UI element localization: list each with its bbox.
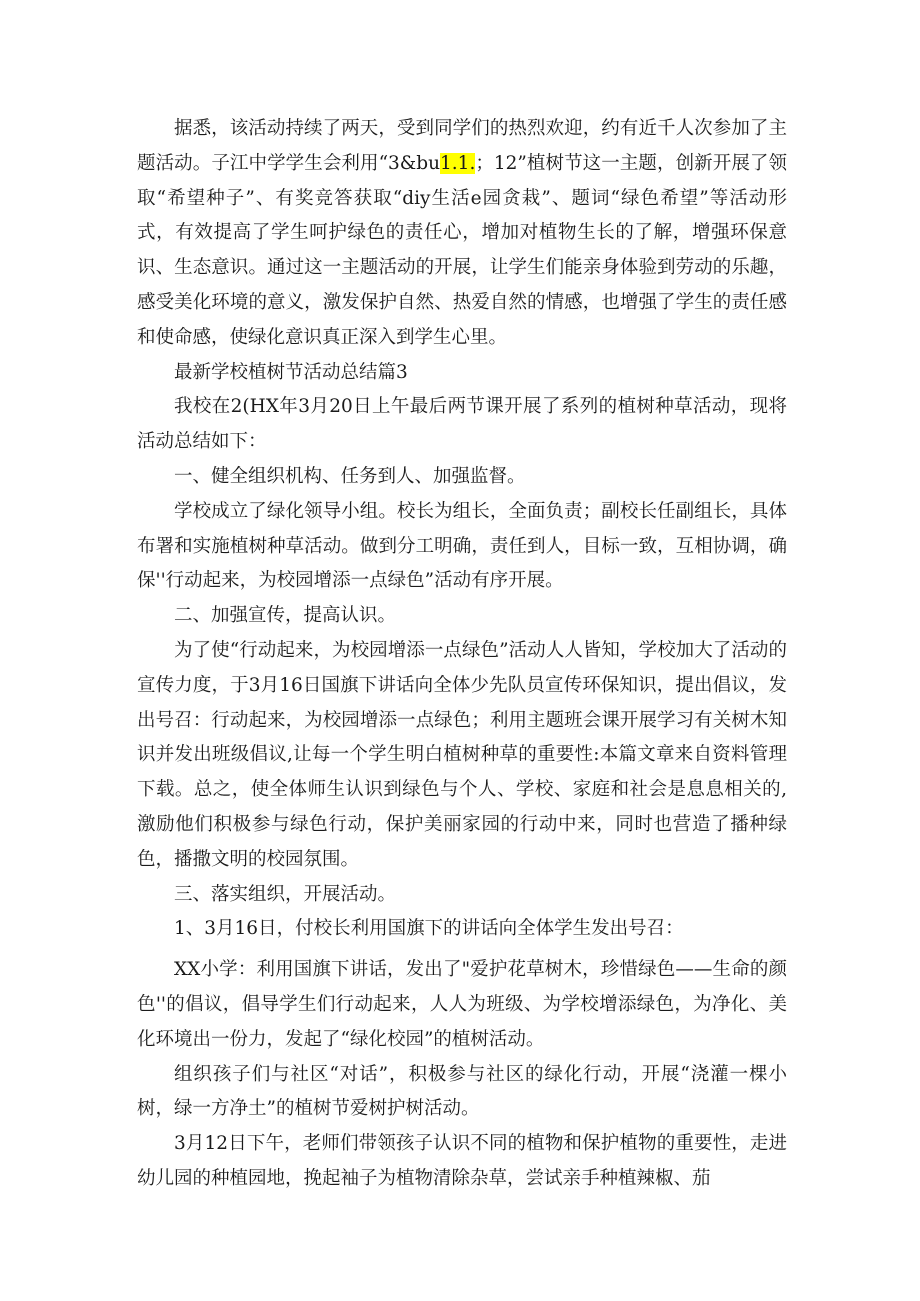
section-title: 最新学校植树节活动总结篇3: [174, 361, 408, 383]
list-item-1: 1、3月16日，付校长利用国旗下的讲话向全体学生发出号召：: [174, 918, 684, 940]
heading-1: 一、健全组织机构、任务到人、加强监督。: [174, 465, 526, 487]
paragraph-community: 组织孩子们与社区“对话”，积极参与社区的绿化行动，开展“浇灌一棵小树，绿一方净土”的植树节爱树护树活动。: [137, 1063, 787, 1120]
paragraph-school: XX小学：利用国旗下讲话，发出了"爱护花草树木，珍惜绿色——生命的颜色''的倡议，倡导学生们行动起来，人人为班级、为学校增添绿色，为净化、美化环境出一份力，发起了“绿化校园”的植树活动。: [137, 959, 787, 1050]
document-page: [137, 112, 787, 1197]
paragraph-publicity: 为了使“行动起来，为校园增添一点绿色”活动人人皆知，学校加大了活动的宣传力度，于3月16日国旗下讲话向全体少先队员宣传环保知识，提出倡议，发出号召：行动起来，为校园增添一点绿色；利用主题班会课开展学习有关树木知识并发出班级倡议,让每一个学生明白植树种草的重要性:本篇文章来自资料管理下载。总之，使全体师生认识到绿色与个人、学校、家庭和社会是息息相关的,激励他们积极参与绿色行动，保护美丽家园的行动中来，同时也营造了播种绿色，播撒文明的校园氛围。: [137, 639, 787, 870]
heading-3: 三、落实组织，开展活动。: [174, 883, 397, 905]
highlighted-text: 1.1.: [440, 152, 476, 174]
paragraph-kindergarten: 3月12日下午，老师们带领孩子认识不同的植物和保护植物的重要性，走进幼儿园的种植园地，挽起袖子为植物清除杂草，尝试亲手种植辣椒、茄: [137, 1133, 787, 1189]
paragraph-1: [137, 112, 787, 356]
paragraph-1-text-a: 据悉，该活动持续了两天，受到同学们的热烈欢迎，约有近千人次参加了主题活动。子江中学学生会利用“3&bu: [137, 118, 787, 174]
paragraph-intro: 我校在2(HX年3月20日上午最后两节课开展了系列的植树种草活动，现将活动总结如下：: [137, 396, 787, 453]
paragraph-organization: 学校成立了绿化领导小组。校长为组长，全面负责；副校长任副组长，具体布署和实施植树种草活动。做到分工明确，责任到人，目标一致，互相协调，确保''行动起来，为校园增添一点绿色”活动有序开展。: [137, 500, 787, 592]
heading-2: 二、加强宣传，提高认识。: [174, 605, 397, 627]
paragraph-1-text-b: ；12”植树节这一主题，创新开展了领取“希望种子”、有奖竞答获取“diy生活e园贪栽”、题词“绿色希望”等活动形式，有效提高了学生呵护绿色的责任心，增加对植物生长的了解，增强环保意识、生态意识。通过这一主题活动的开展，让学生们能亲身体验到劳动的乐趣，感受美化环境的意义，激发保护自然、热爱自然的情感，也增强了学生的责任感和使命感，使绿化意识真正深入到学生心里。: [137, 152, 787, 348]
